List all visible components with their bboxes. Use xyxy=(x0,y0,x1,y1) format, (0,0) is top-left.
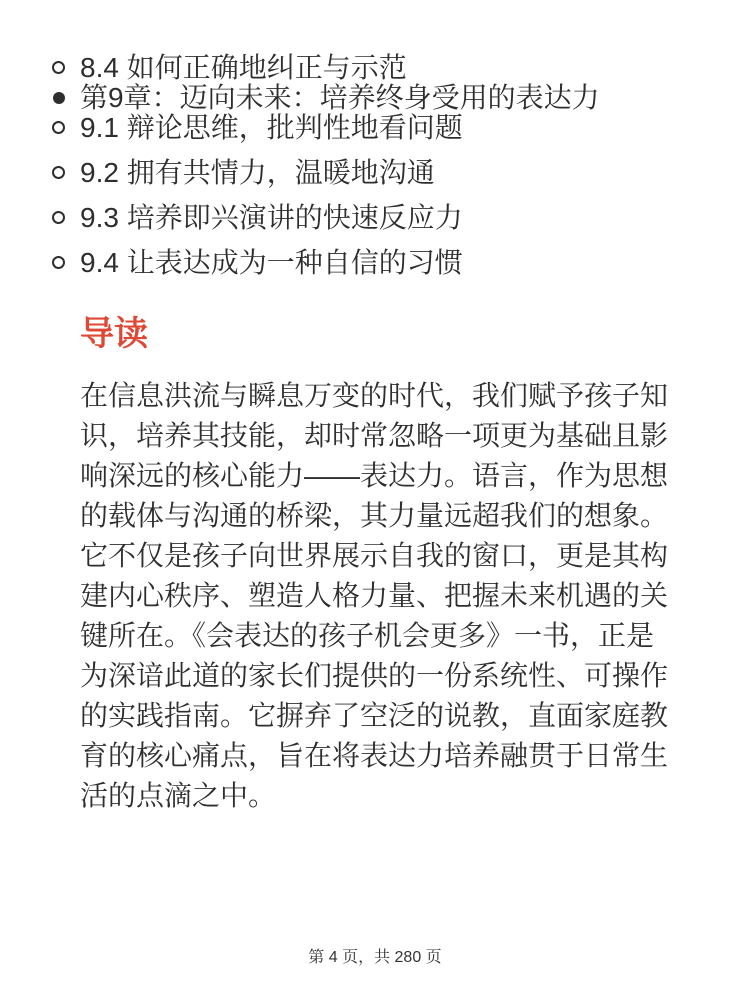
toc-item-9-4: 9.4 让表达成为一种自信的习惯 xyxy=(80,248,680,278)
toc-list-chapter9 xyxy=(80,83,680,278)
introduction-paragraph: 在信息洪流与瞬息万变的时代，我们赋予孩子知识，培养其技能，却时常忽略一项更为基础且影响深远的核心能力——表达力。语言，作为思想的载体与沟通的桥梁，其力量远超我们的想象。它不仅是孩子向世界展示自我的窗口，更是其构建内心秩序、塑造人格力量、把握未来机遇的关键所在。《会表达的孩子机会更多》一书，正是为深谙此道的家长们提供的一份系统性、可操作的实践指南。它摒弃了空泛的说教，直面家庭教育的核心痛点，旨在将表达力培养融贯于日常生活的点滴之中。 xyxy=(80,380,669,811)
toc-sublist-chapter9 xyxy=(80,113,680,278)
toc-chapter9-label: 第9章：迈向未来：培养终身受用的表达力 xyxy=(80,82,600,113)
table-of-contents xyxy=(80,53,680,278)
toc-sublist-chapter8 xyxy=(80,53,680,83)
section-heading-daodu: 导读 xyxy=(80,315,148,353)
toc-item-9-3: 9.3 培养即兴演讲的快速反应力 xyxy=(80,203,680,233)
toc-item-9-1: 9.1 辩论思维，批判性地看问题 xyxy=(80,113,680,143)
toc-item-8-4: 8.4 如何正确地纠正与示范 xyxy=(80,53,680,83)
page-number-indicator: 第 4 页，共 280 页 xyxy=(308,949,442,966)
toc-item-chapter9 xyxy=(80,83,680,278)
toc-item-9-2: 9.2 拥有共情力，温暖地沟通 xyxy=(80,158,680,188)
